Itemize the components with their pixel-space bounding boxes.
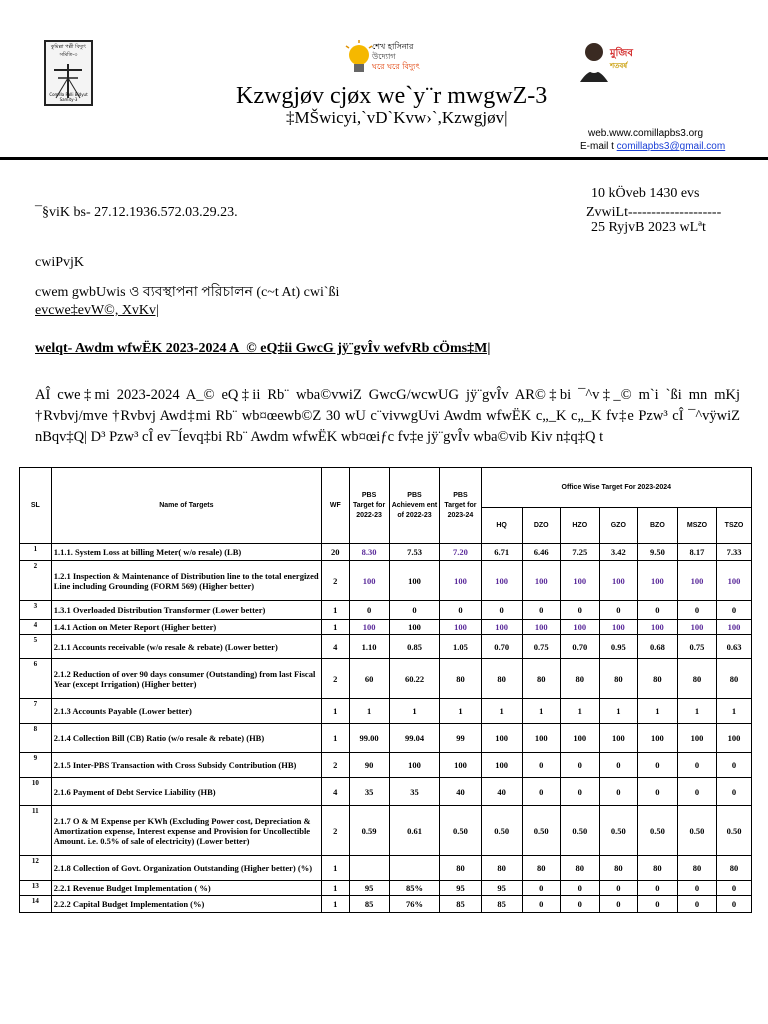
- row-dzo: 0: [522, 778, 560, 806]
- col-office-tszo: TSZO: [717, 508, 752, 544]
- table-row: [20, 896, 752, 913]
- row-dzo: 6.46: [522, 544, 560, 561]
- row-hq: 85: [481, 896, 522, 913]
- row-target-name: 2.1.8 Collection of Govt. Organization Outstanding (Higher better) (%): [51, 856, 321, 881]
- row-mszo: 80: [677, 856, 716, 881]
- body-paragraph: AÎ cwe‡mi 2023-2024 A_© eQ‡ii Rb¨ wba©vwiZ GwcG/wcwUG jÿ¨gvÎv AR©‡bi ¯^v‡_© m`i `ßi mn mKj †Rvbvj/mve †Rvbvj Awd‡mi Rb¨ wb¤œewb©Z 30 wU c¨vivwgUvi Awdm wfwËK c„_K c„_K fv‡e Pzw³ cÎ ¯^vÿwiZ nBqv‡Q| D³ Pzw³ cÎ ev¯Íevq‡bi Rb¨ Awdm wfwËK wb¤œiƒc fv‡e jÿ¨gvÎv wba©vib Kiv n‡q‡Q t: [35, 387, 740, 445]
- row-hq: 1: [481, 699, 522, 724]
- row-t23: 80: [440, 856, 481, 881]
- row-gzo: 0: [599, 753, 637, 778]
- row-t22: 1.10: [349, 635, 389, 659]
- col-achievement: PBS Achievem ent of 2022-23: [389, 468, 440, 544]
- row-tszo: 0: [717, 601, 752, 620]
- row-hzo: 0: [560, 601, 599, 620]
- row-dzo: 0: [522, 753, 560, 778]
- row-bzo: 9.50: [637, 544, 677, 561]
- row-t23: 99: [440, 724, 481, 753]
- row-wf: 1: [322, 881, 349, 896]
- row-sl: 4: [20, 620, 52, 635]
- row-hzo: 80: [560, 659, 599, 699]
- row-ach: 1: [389, 699, 440, 724]
- row-hzo: 7.25: [560, 544, 599, 561]
- row-target-name: 1.4.1 Action on Meter Report (Higher better): [51, 620, 321, 635]
- row-ach: 60.22: [389, 659, 440, 699]
- row-ach: 7.53: [389, 544, 440, 561]
- row-dzo: 100: [522, 724, 560, 753]
- row-target-name: 1.3.1 Overloaded Distribution Transformer (Lower better): [51, 601, 321, 620]
- row-tszo: 80: [717, 659, 752, 699]
- table-row: [20, 856, 752, 881]
- row-dzo: 0: [522, 601, 560, 620]
- row-t22: 90: [349, 753, 389, 778]
- row-gzo: 100: [599, 561, 637, 601]
- email-label: E-mail t: [580, 141, 617, 152]
- row-mszo: 0: [677, 778, 716, 806]
- targets-table: [19, 467, 752, 913]
- row-gzo: 0: [599, 601, 637, 620]
- row-gzo: 80: [599, 659, 637, 699]
- row-hzo: 100: [560, 561, 599, 601]
- row-sl: 9: [20, 753, 52, 778]
- row-hq: 80: [481, 659, 522, 699]
- row-ach: 99.04: [389, 724, 440, 753]
- row-sl: 11: [20, 806, 52, 856]
- date-english: 25 RyjvB 2023 wLªt: [591, 220, 706, 235]
- row-gzo: 1: [599, 699, 637, 724]
- row-sl: 5: [20, 635, 52, 659]
- row-tszo: 100: [717, 561, 752, 601]
- table-row: [20, 635, 752, 659]
- pbs-logo-text-bottom: Comilla Palli Bidyut Samity-3: [49, 92, 88, 102]
- table-row: [20, 620, 752, 635]
- row-target-name: 1.2.1 Inspection & Maintenance of Distribution line to the total energized Line including Grounding (FORM 569) (Higher better): [51, 561, 321, 601]
- row-hzo: 0: [560, 753, 599, 778]
- row-wf: 1: [322, 620, 349, 635]
- row-sl: 3: [20, 601, 52, 620]
- sheikh-hasina-initiative-logo: [344, 38, 436, 82]
- row-target-name: 1.1.1. System Loss at billing Meter( w/o resale) (LB): [51, 544, 321, 561]
- row-bzo: 1: [637, 699, 677, 724]
- col-sl: SL: [20, 468, 52, 544]
- row-mszo: 100: [677, 724, 716, 753]
- row-tszo: 100: [717, 724, 752, 753]
- mujib-line2: শতবর্ষ: [610, 62, 628, 70]
- row-t22: 0.59: [349, 806, 389, 856]
- row-bzo: 100: [637, 561, 677, 601]
- recipient-dept: cwem gwbUwis ও ব্যবস্থাপনা পরিচালন (c~t At) cwi`ßi: [35, 285, 340, 300]
- row-wf: 20: [322, 544, 349, 561]
- row-dzo: 1: [522, 699, 560, 724]
- row-gzo: 0: [599, 778, 637, 806]
- row-gzo: 0: [599, 896, 637, 913]
- row-bzo: 0: [637, 896, 677, 913]
- portrait-icon: [576, 38, 612, 82]
- row-hzo: 0.50: [560, 806, 599, 856]
- initiative-line1: শেখ হাসিনার: [372, 42, 414, 51]
- row-gzo: 0.95: [599, 635, 637, 659]
- row-wf: 2: [322, 561, 349, 601]
- row-t22: 35: [349, 778, 389, 806]
- row-sl: 7: [20, 699, 52, 724]
- row-mszo: 0: [677, 881, 716, 896]
- row-tszo: 0: [717, 881, 752, 896]
- row-t22: 85: [349, 896, 389, 913]
- row-sl: 10: [20, 778, 52, 806]
- row-sl: 13: [20, 881, 52, 896]
- row-sl: 8: [20, 724, 52, 753]
- row-hzo: 0: [560, 778, 599, 806]
- table-row: [20, 806, 752, 856]
- row-sl: 1: [20, 544, 52, 561]
- row-dzo: 100: [522, 561, 560, 601]
- row-ach: 100: [389, 753, 440, 778]
- email-link[interactable]: comillapbs3@gmail.com: [616, 141, 726, 152]
- row-hq: 80: [481, 856, 522, 881]
- row-t22: 8.30: [349, 544, 389, 561]
- row-target-name: 2.1.4 Collection Bill (CB) Ratio (w/o resale & rebate) (HB): [51, 724, 321, 753]
- row-t23: 0: [440, 601, 481, 620]
- col-office-mszo: MSZO: [677, 508, 716, 544]
- row-t22: 0: [349, 601, 389, 620]
- row-bzo: 0: [637, 881, 677, 896]
- row-mszo: 80: [677, 659, 716, 699]
- row-mszo: 0.50: [677, 806, 716, 856]
- row-t22: 95: [349, 881, 389, 896]
- row-tszo: 0.63: [717, 635, 752, 659]
- col-target-cur: PBS Target for 2023-24: [440, 468, 481, 544]
- row-gzo: 80: [599, 856, 637, 881]
- row-hq: 100: [481, 561, 522, 601]
- row-wf: 2: [322, 753, 349, 778]
- row-hzo: 0: [560, 881, 599, 896]
- lightbulb-icon: [344, 40, 374, 80]
- org-title: Kzwgjøv cjøx we`y¨r mwgwZ-3: [236, 83, 548, 109]
- row-t22: 100: [349, 620, 389, 635]
- org-address: ‡MŠwicyi,`vD`Kvw›`,Kzwgjøv|: [286, 108, 508, 127]
- row-mszo: 1: [677, 699, 716, 724]
- row-wf: 1: [322, 856, 349, 881]
- row-ach: [389, 856, 440, 881]
- col-office-bzo: BZO: [637, 508, 677, 544]
- pbs-logo-text-top: কুমিল্লা পল্লী বিদ্যুৎ সমিতি-৩: [50, 44, 87, 58]
- row-mszo: 0: [677, 601, 716, 620]
- row-hq: 0.50: [481, 806, 522, 856]
- row-target-name: 2.1.2 Reduction of over 90 days consumer (Outstanding) from last Fiscal Year (except Irrigation) (Higher better): [51, 659, 321, 699]
- row-hzo: 0: [560, 896, 599, 913]
- row-t23: 85: [440, 896, 481, 913]
- initiative-line2: উদ্যোগ: [372, 52, 396, 61]
- row-mszo: 100: [677, 620, 716, 635]
- row-bzo: 0: [637, 778, 677, 806]
- row-target-name: 2.1.7 O & M Expense per KWh (Excluding Power cost, Depreciation & Amortization expense, Interest expense and Provision for Uncollectible Amount. i.e. 0.5% of sale of electricity) (Lower better): [51, 806, 321, 856]
- row-dzo: 0.75: [522, 635, 560, 659]
- col-office-hzo: HZO: [560, 508, 599, 544]
- table-row: [20, 601, 752, 620]
- row-hzo: 100: [560, 724, 599, 753]
- row-dzo: 100: [522, 620, 560, 635]
- row-sl: 2: [20, 561, 52, 601]
- col-office-group: Office Wise Target For 2023-2024: [481, 468, 751, 508]
- row-t23: 40: [440, 778, 481, 806]
- row-tszo: 0.50: [717, 806, 752, 856]
- row-hq: 100: [481, 724, 522, 753]
- col-name: Name of Targets: [51, 468, 321, 544]
- row-t23: 1.05: [440, 635, 481, 659]
- row-target-name: 2.2.1 Revenue Budget Implementation ( %): [51, 881, 321, 896]
- recipient-title: cwiPvjK: [35, 255, 84, 270]
- row-ach: 0: [389, 601, 440, 620]
- row-t23: 80: [440, 659, 481, 699]
- row-hzo: 80: [560, 856, 599, 881]
- row-tszo: 1: [717, 699, 752, 724]
- row-bzo: 80: [637, 856, 677, 881]
- row-hq: 100: [481, 753, 522, 778]
- row-mszo: 8.17: [677, 544, 716, 561]
- row-ach: 100: [389, 561, 440, 601]
- row-wf: 4: [322, 778, 349, 806]
- row-bzo: 0: [637, 753, 677, 778]
- row-tszo: 80: [717, 856, 752, 881]
- table-row: [20, 699, 752, 724]
- row-wf: 1: [322, 896, 349, 913]
- row-t22: 99.00: [349, 724, 389, 753]
- row-gzo: 100: [599, 620, 637, 635]
- row-target-name: 2.1.6 Payment of Debt Service Liability (HB): [51, 778, 321, 806]
- row-t22: 60: [349, 659, 389, 699]
- table-row: [20, 753, 752, 778]
- row-hq: 100: [481, 620, 522, 635]
- col-office-gzo: GZO: [599, 508, 637, 544]
- row-t23: 1: [440, 699, 481, 724]
- col-office-dzo: DZO: [522, 508, 560, 544]
- row-dzo: 0: [522, 881, 560, 896]
- row-mszo: 100: [677, 561, 716, 601]
- row-gzo: 3.42: [599, 544, 637, 561]
- row-sl: 12: [20, 856, 52, 881]
- row-tszo: 0: [717, 753, 752, 778]
- row-ach: 0.61: [389, 806, 440, 856]
- row-target-name: 2.1.3 Accounts Payable (Lower better): [51, 699, 321, 724]
- col-target-prev: PBS Target for 2022-23: [349, 468, 389, 544]
- row-sl: 6: [20, 659, 52, 699]
- row-ach: 35: [389, 778, 440, 806]
- pbs-logo: [44, 40, 93, 106]
- row-wf: 1: [322, 724, 349, 753]
- row-hq: 0.70: [481, 635, 522, 659]
- row-bzo: 0.50: [637, 806, 677, 856]
- row-target-name: 2.1.1 Accounts receivable (w/o resale & rebate) (Lower better): [51, 635, 321, 659]
- website[interactable]: web.www.comillapbs3.org: [588, 128, 704, 139]
- row-gzo: 0: [599, 881, 637, 896]
- row-hq: 95: [481, 881, 522, 896]
- date-bangla: 10 kÖveb 1430 evs: [591, 186, 700, 201]
- row-wf: 2: [322, 659, 349, 699]
- row-t23: 100: [440, 753, 481, 778]
- table-row: [20, 881, 752, 896]
- row-tszo: 100: [717, 620, 752, 635]
- row-hq: 6.71: [481, 544, 522, 561]
- row-bzo: 0.68: [637, 635, 677, 659]
- row-bzo: 0: [637, 601, 677, 620]
- row-dzo: 0: [522, 896, 560, 913]
- row-wf: 4: [322, 635, 349, 659]
- row-hzo: 100: [560, 620, 599, 635]
- table-row: [20, 778, 752, 806]
- row-gzo: 100: [599, 724, 637, 753]
- header-divider: [0, 157, 768, 160]
- row-mszo: 0: [677, 753, 716, 778]
- recipient-address: evcwe‡evW©, XvKv|: [35, 303, 159, 318]
- row-sl: 14: [20, 896, 52, 913]
- memo-number: ¯§viK bs- 27.12.1936.572.03.29.23.: [35, 205, 238, 220]
- col-wf: WF: [322, 468, 349, 544]
- row-mszo: 0.75: [677, 635, 716, 659]
- subject-line: welqt- Awdm wfwËK 2023-2024 A_© eQ‡ii GwcG jÿ¨gvÎv wefvRb cÖms‡M|: [35, 341, 491, 356]
- table-row: [20, 544, 752, 561]
- row-gzo: 0.50: [599, 806, 637, 856]
- row-target-name: 2.2.2 Capital Budget Implementation (%): [51, 896, 321, 913]
- table-row: [20, 659, 752, 699]
- row-hq: 0: [481, 601, 522, 620]
- row-t22: 1: [349, 699, 389, 724]
- row-ach: 100: [389, 620, 440, 635]
- row-ach: 76%: [389, 896, 440, 913]
- row-tszo: 7.33: [717, 544, 752, 561]
- row-t23: 100: [440, 620, 481, 635]
- row-wf: 1: [322, 601, 349, 620]
- row-t22: [349, 856, 389, 881]
- date-label: ZvwiLt--------------------: [586, 205, 722, 220]
- row-dzo: 80: [522, 659, 560, 699]
- col-office-hq: HQ: [481, 508, 522, 544]
- row-dzo: 0.50: [522, 806, 560, 856]
- row-tszo: 0: [717, 778, 752, 806]
- row-wf: 2: [322, 806, 349, 856]
- row-target-name: 2.1.5 Inter-PBS Transaction with Cross Subsidy Contribution (HB): [51, 753, 321, 778]
- row-t23: 0.50: [440, 806, 481, 856]
- mujib-centenary-logo: [576, 38, 678, 82]
- row-hzo: 0.70: [560, 635, 599, 659]
- table-row: [20, 724, 752, 753]
- row-mszo: 0: [677, 896, 716, 913]
- row-hq: 40: [481, 778, 522, 806]
- row-t23: 7.20: [440, 544, 481, 561]
- row-ach: 0.85: [389, 635, 440, 659]
- row-t22: 100: [349, 561, 389, 601]
- initiative-line3: ঘরে ঘরে বিদ্যুৎ: [372, 62, 420, 71]
- row-bzo: 100: [637, 724, 677, 753]
- row-t23: 95: [440, 881, 481, 896]
- row-bzo: 80: [637, 659, 677, 699]
- mujib-line1: মুজিব: [610, 48, 633, 59]
- email-line: [580, 141, 725, 152]
- row-wf: 1: [322, 699, 349, 724]
- row-dzo: 80: [522, 856, 560, 881]
- row-bzo: 100: [637, 620, 677, 635]
- row-tszo: 0: [717, 896, 752, 913]
- table-row: [20, 561, 752, 601]
- row-ach: 85%: [389, 881, 440, 896]
- row-hzo: 1: [560, 699, 599, 724]
- row-t23: 100: [440, 561, 481, 601]
